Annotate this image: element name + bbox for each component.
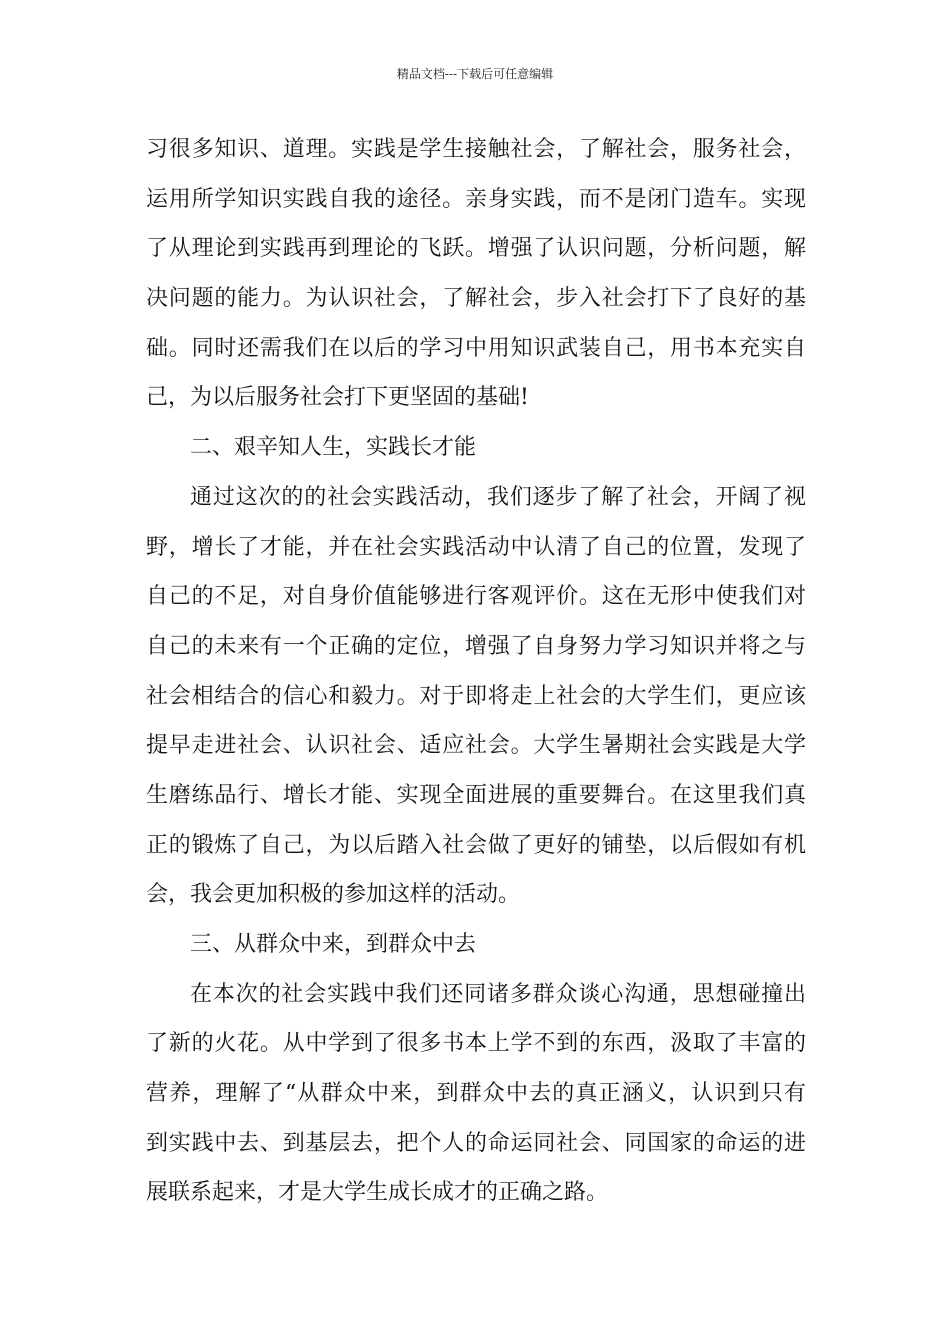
paragraph <box>146 970 806 1218</box>
text-line: 己，为以后服务社会打下更坚固的基础! <box>146 385 529 411</box>
text-line: 在本次的社会实践中我们还同诸多群众谈心沟通，思想碰撞出 <box>190 981 806 1007</box>
paragraph <box>146 125 806 423</box>
text-line: 础。同时还需我们在以后的学习中用知识武装自己，用书本充实自 <box>146 335 806 361</box>
text-line: 社会相结合的信心和毅力。对于即将走上社会的大学生们，更应该 <box>146 683 806 709</box>
text-line: 展联系起来，才是大学生成长成才的正确之路。 <box>146 1180 609 1206</box>
section-heading <box>146 423 806 473</box>
text-line: 野，增长了才能，并在社会实践活动中认清了自己的位置，发现了 <box>146 534 806 560</box>
text-line: 营养，理解了“从群众中来，到群众中去的真正涵义，认识到只有 <box>146 1081 806 1107</box>
text-line: 生磨练品行、增长才能、实现全面进展的重要舞台。在这里我们真 <box>146 782 806 808</box>
paragraph <box>146 473 806 920</box>
text-line: 提早走进社会、认识社会、适应社会。大学生暑期社会实践是大学 <box>146 733 806 759</box>
text-line: 通过这次的的社会实践活动，我们逐步了解了社会，开阔了视 <box>190 484 806 510</box>
section-heading-text: 三、从群众中来，到群众中去 <box>190 932 477 957</box>
text-line: 了从理论到实践再到理论的飞跃。增强了认识问题，分析问题，解 <box>146 236 806 262</box>
document-body <box>146 125 806 1218</box>
text-line: 会，我会更加积极的参加这样的活动。 <box>146 882 521 908</box>
text-line: 自己的不足，对自身价值能够进行客观评价。这在无形中使我们对 <box>146 584 806 610</box>
text-line: 到实践中去、到基层去，把个人的命运同社会、同国家的命运的进 <box>146 1130 806 1156</box>
text-line: 正的锻炼了自己，为以后踏入社会做了更好的铺垫，以后假如有机 <box>146 832 806 858</box>
text-line: 决问题的能力。为认识社会，了解社会，步入社会打下了良好的基 <box>146 286 806 312</box>
text-line: 习很多知识、道理。实践是学生接触社会，了解社会，服务社会， <box>146 137 806 162</box>
text-line: 运用所学知识实践自我的途径。亲身实践，而不是闭门造车。实现 <box>146 186 806 212</box>
section-heading <box>146 920 806 970</box>
section-heading-text: 二、艰辛知人生，实践长才能 <box>190 435 477 461</box>
text-line: 了新的火花。从中学到了很多书本上学不到的东西，汲取了丰富的 <box>146 1031 806 1057</box>
text-line: 自己的未来有一个正确的定位，增强了自身努力学习知识并将之与 <box>146 633 806 659</box>
page-header: 精品文档---下载后可任意编辑 <box>396 67 554 81</box>
